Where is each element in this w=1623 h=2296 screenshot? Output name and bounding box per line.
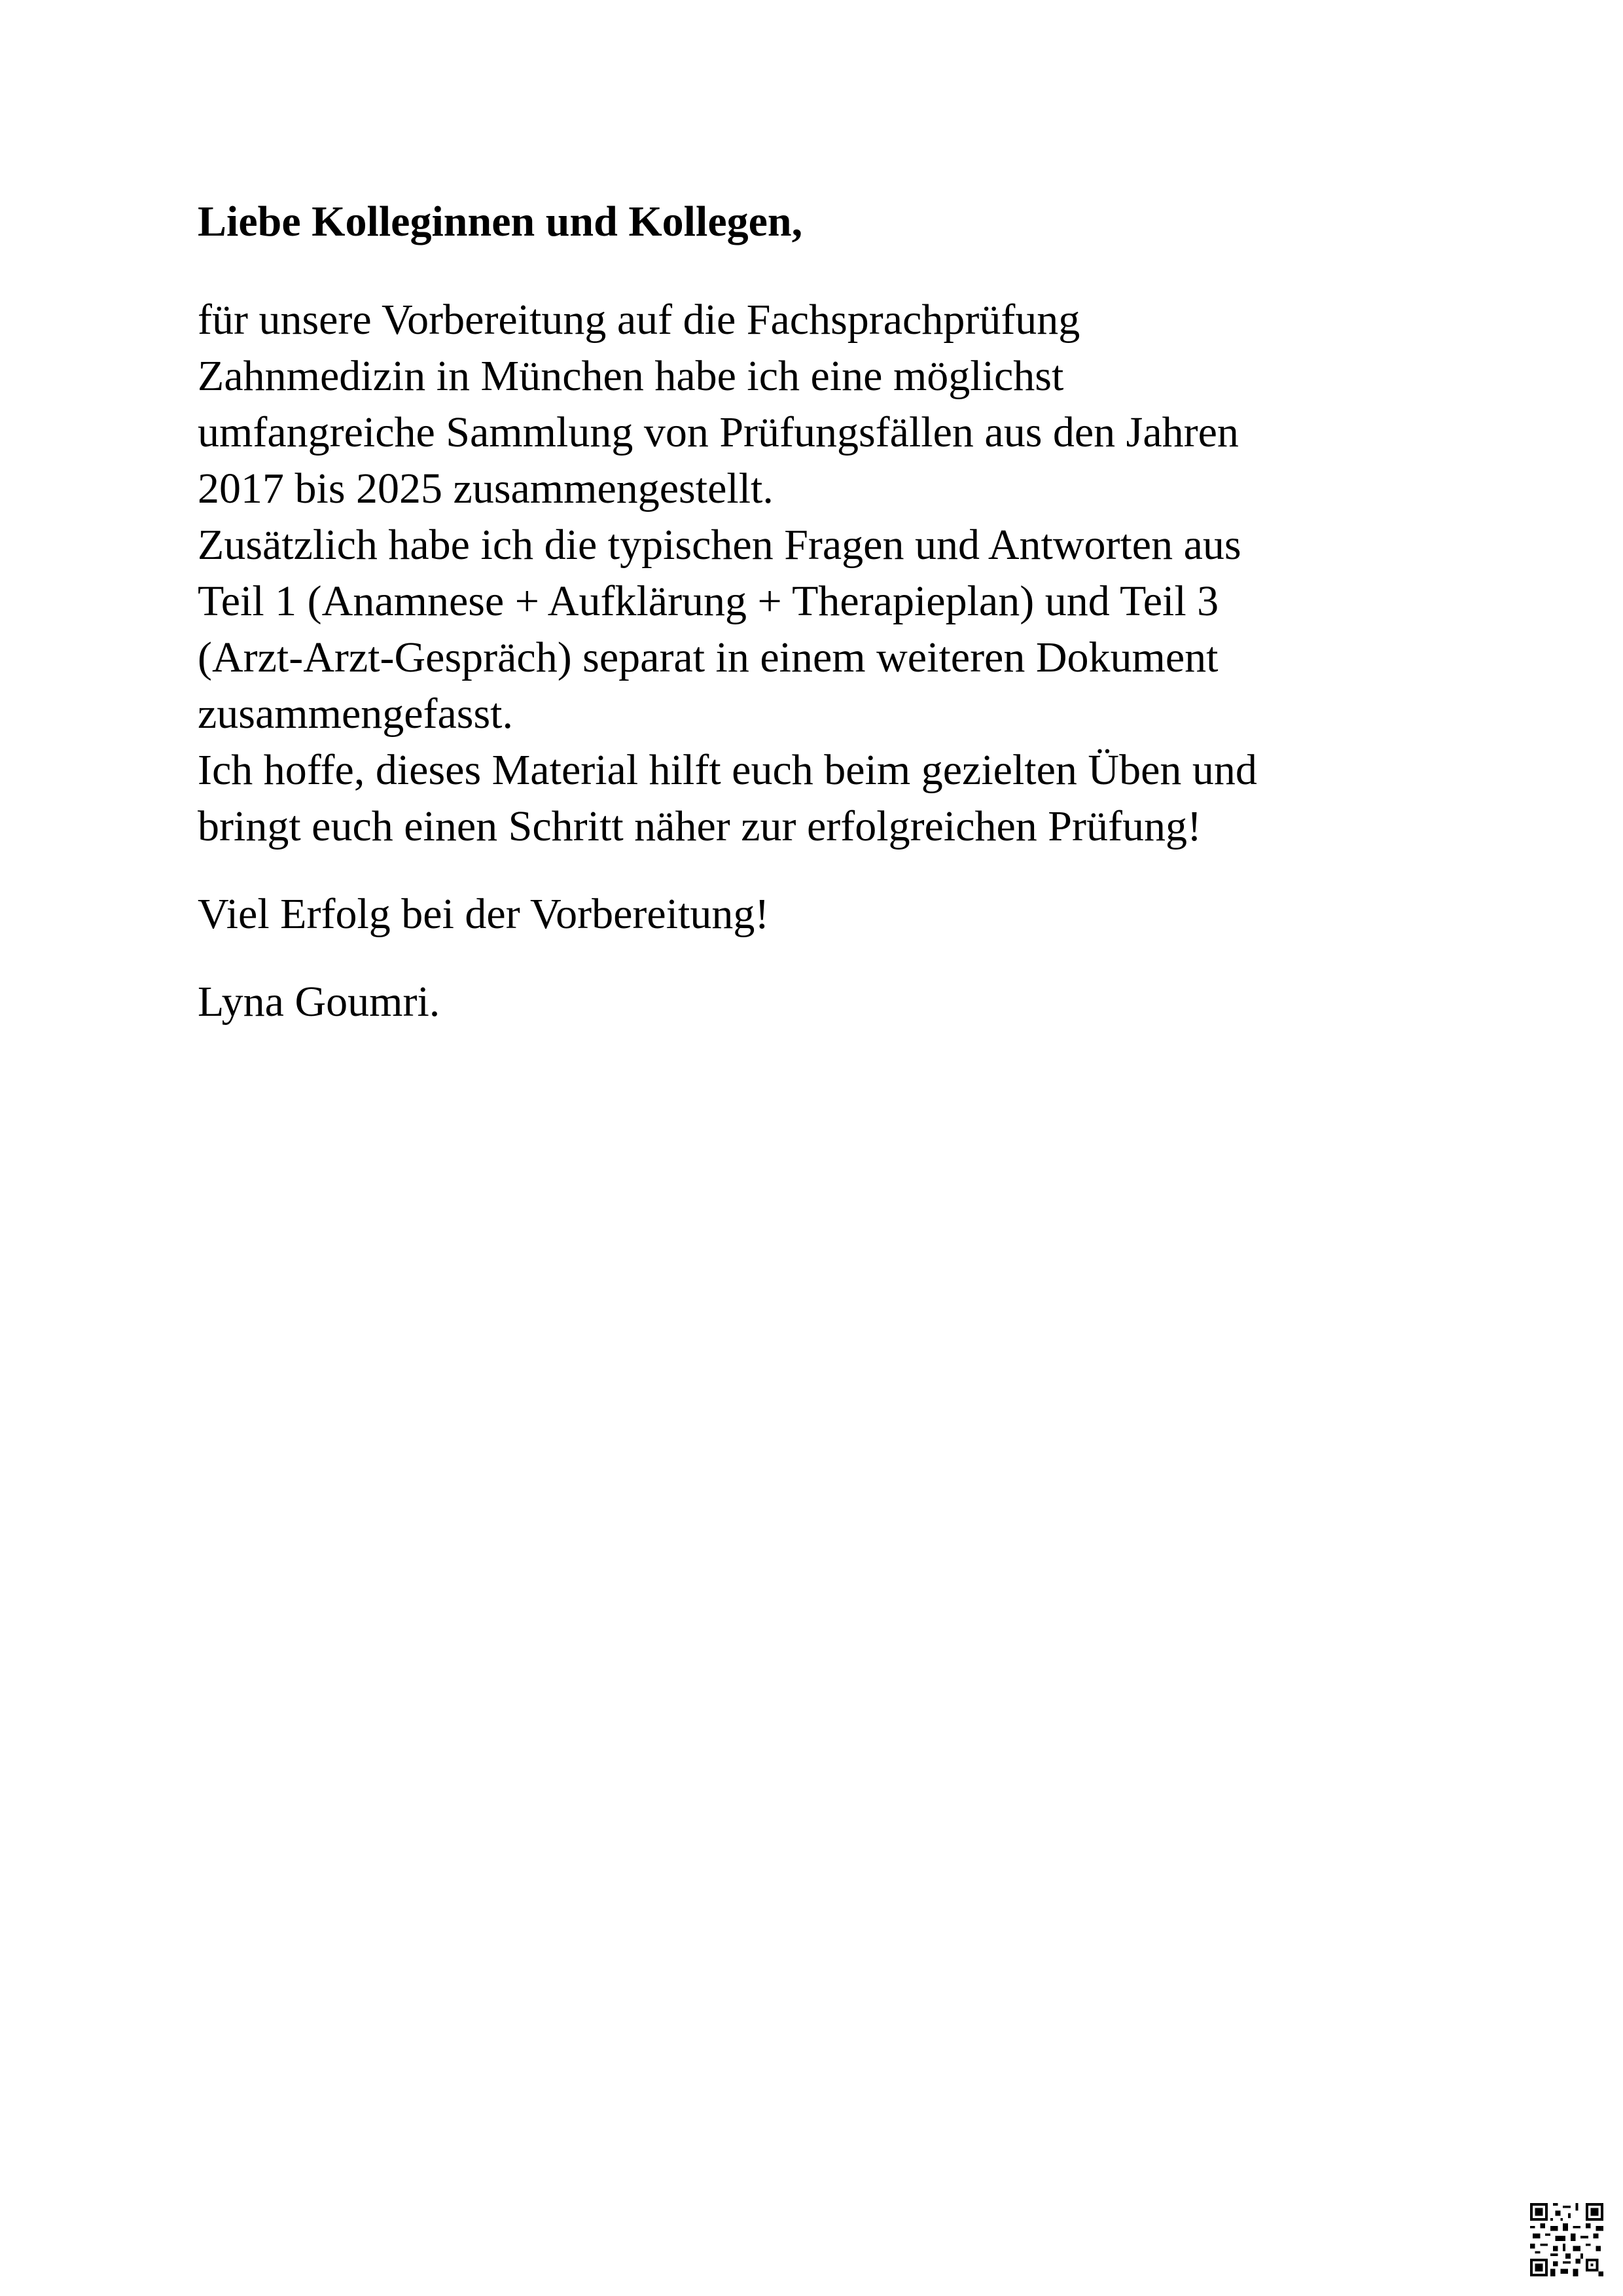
- body-line: (Arzt-Arzt-Gespräch) separat in einem weiteren Dokument: [198, 634, 1219, 681]
- body-paragraph: [198, 292, 1441, 855]
- letter-content: [198, 194, 1441, 1030]
- body-line: für unsere Vorbereitung auf die Fachsprachprüfung: [198, 296, 1080, 344]
- body-line: Ich hoffe, dieses Material hilft euch beim gezielten Üben und: [198, 746, 1257, 794]
- body-line: bringt euch einen Schritt näher zur erfolgreichen Prüfung!: [198, 802, 1202, 850]
- body-line: zusammengefasst.: [198, 690, 514, 738]
- qr-code-icon: [1530, 2203, 1603, 2276]
- body-line: umfangreiche Sammlung von Prüfungsfällen aus den Jahren: [198, 408, 1239, 456]
- signature: Lyna Goumri.: [198, 978, 440, 1026]
- body-line: 2017 bis 2025 zusammengestellt.: [198, 465, 774, 512]
- closing-line: Viel Erfolg bei der Vorbereitung!: [198, 890, 770, 938]
- body-line: Zahnmedizin in München habe ich eine möglichst: [198, 352, 1064, 400]
- body-line: Zusätzlich habe ich die typischen Fragen und Antworten aus: [198, 521, 1241, 569]
- greeting: Liebe Kolleginnen und Kollegen,: [198, 198, 803, 245]
- body-line: Teil 1 (Anamnese + Aufklärung + Therapieplan) und Teil 3: [198, 577, 1219, 625]
